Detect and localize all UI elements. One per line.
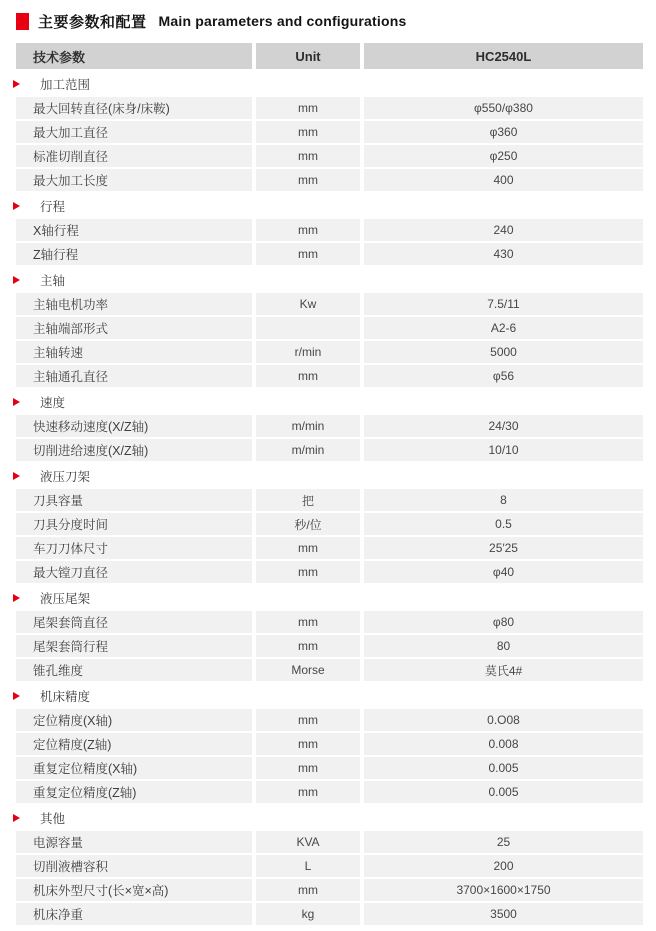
value-cell: 7.5/11 [364,293,643,315]
unit-cell: mm [256,121,360,143]
table-row [16,659,643,681]
value-cell: 5000 [364,341,643,363]
value-cell: 200 [364,855,643,877]
table-row [16,365,643,387]
triangle-bullet-icon [13,398,20,406]
unit-cell: mm [256,781,360,803]
table-row [16,169,643,191]
param-name-cell: 刀具分度时间 [16,513,252,535]
section-header-row [16,805,643,831]
unit-cell: mm [256,733,360,755]
triangle-bullet-icon [13,692,20,700]
section-title: 液压尾架 [40,592,91,606]
value-cell: 430 [364,243,643,265]
unit-cell: mm [256,537,360,559]
page-title-chinese: 主要参数和配置 [38,13,147,31]
param-name-cell: X轴行程 [16,219,252,241]
value-cell: 0.005 [364,757,643,779]
value-cell: 10/10 [364,439,643,461]
page-title-english: Main parameters and configurations [158,13,407,29]
unit-cell: mm [256,611,360,633]
param-name-cell: 重复定位精度(X轴) [16,757,252,779]
table-row [16,781,643,803]
table-row [16,293,643,315]
value-cell: 24/30 [364,415,643,437]
table-row [16,219,643,241]
triangle-bullet-icon [13,276,20,284]
unit-cell: mm [256,365,360,387]
table-row [16,879,643,901]
section-header-row [16,585,643,611]
param-name-cell: 最大镗刀直径 [16,561,252,583]
unit-cell: mm [256,561,360,583]
table-row [16,243,643,265]
section-title: 速度 [40,396,66,410]
value-cell: 0.005 [364,781,643,803]
value-cell: φ360 [364,121,643,143]
section-header-row [16,71,643,97]
section-header-row [16,463,643,489]
param-name-cell: 主轴通孔直径 [16,365,252,387]
table-row [16,709,643,731]
param-name-cell: 刀具容量 [16,489,252,511]
value-cell: 0.O08 [364,709,643,731]
param-name-cell: 切削液槽容积 [16,855,252,877]
value-cell: 3700×1600×1750 [364,879,643,901]
param-name-cell: 机床外型尺寸(长×宽×高) [16,879,252,901]
section-title: 机床精度 [40,690,91,704]
table-row [16,635,643,657]
triangle-bullet-icon [13,814,20,822]
value-cell: 8 [364,489,643,511]
table-row [16,145,643,167]
col-header-unit: Unit [256,43,360,69]
param-name-cell: 切削进给速度(X/Z轴) [16,439,252,461]
section-header-row [16,389,643,415]
param-name-cell: 锥孔维度 [16,659,252,681]
section-title: 加工范围 [40,78,91,92]
table-row [16,121,643,143]
spec-table-body [16,71,643,925]
param-name-cell: 最大加工直径 [16,121,252,143]
page-title [0,0,656,32]
table-row [16,97,643,119]
triangle-bullet-icon [13,472,20,480]
table-row [16,341,643,363]
unit-cell: mm [256,145,360,167]
section-title: 其他 [40,812,66,826]
table-row [16,831,643,853]
param-name-cell: 主轴转速 [16,341,252,363]
value-cell: φ80 [364,611,643,633]
table-row [16,611,643,633]
unit-cell: kg [256,903,360,925]
param-name-cell: 车刀刀体尺寸 [16,537,252,559]
param-name-cell: 尾架套筒行程 [16,635,252,657]
param-name-cell: 电源容量 [16,831,252,853]
spec-table [16,43,643,925]
section-title: 主轴 [40,274,66,288]
param-name-cell: 定位精度(X轴) [16,709,252,731]
value-cell: 莫氏4# [364,659,643,681]
unit-cell: m/min [256,439,360,461]
table-row [16,757,643,779]
param-name-cell: 标准切削直径 [16,145,252,167]
table-row [16,733,643,755]
unit-cell: mm [256,879,360,901]
value-cell: A2-6 [364,317,643,339]
param-name-cell: 定位精度(Z轴) [16,733,252,755]
section-header-row [16,267,643,293]
table-row [16,855,643,877]
param-name-cell: 最大回转直径(床身/床鞍) [16,97,252,119]
section-title: 行程 [40,200,66,214]
param-name-cell: 主轴端部形式 [16,317,252,339]
unit-cell: KVA [256,831,360,853]
unit-cell: Morse [256,659,360,681]
value-cell: 400 [364,169,643,191]
table-header-row [16,43,643,69]
unit-cell: Kw [256,293,360,315]
unit-cell: m/min [256,415,360,437]
value-cell: φ250 [364,145,643,167]
table-row [16,415,643,437]
param-name-cell: 主轴电机功率 [16,293,252,315]
red-square-icon [16,13,29,30]
param-name-cell: 尾架套筒直径 [16,611,252,633]
triangle-bullet-icon [13,202,20,210]
unit-cell: r/min [256,341,360,363]
unit-cell: 把 [256,489,360,511]
value-cell: 80 [364,635,643,657]
triangle-bullet-icon [13,594,20,602]
value-cell: φ550/φ380 [364,97,643,119]
value-cell: 0.5 [364,513,643,535]
unit-cell: mm [256,219,360,241]
value-cell: 240 [364,219,643,241]
table-row [16,513,643,535]
param-name-cell: Z轴行程 [16,243,252,265]
table-row [16,317,643,339]
col-header-parameter: 技术参数 [16,43,252,69]
unit-cell [256,317,360,339]
value-cell: 25′25 [364,537,643,559]
param-name-cell: 机床净重 [16,903,252,925]
unit-cell: mm [256,635,360,657]
section-header-row [16,683,643,709]
unit-cell: L [256,855,360,877]
value-cell: 25 [364,831,643,853]
triangle-bullet-icon [13,80,20,88]
value-cell: 0.008 [364,733,643,755]
unit-cell: mm [256,97,360,119]
unit-cell: mm [256,757,360,779]
table-row [16,903,643,925]
param-name-cell: 最大加工长度 [16,169,252,191]
value-cell: φ56 [364,365,643,387]
section-header-row [16,193,643,219]
unit-cell: mm [256,709,360,731]
unit-cell: 秒/位 [256,513,360,535]
param-name-cell: 重复定位精度(Z轴) [16,781,252,803]
section-title: 液压刀架 [40,470,91,484]
table-row [16,537,643,559]
table-row [16,561,643,583]
value-cell: 3500 [364,903,643,925]
unit-cell: mm [256,243,360,265]
col-header-model: HC2540L [364,43,643,69]
table-row [16,489,643,511]
unit-cell: mm [256,169,360,191]
param-name-cell: 快速移动速度(X/Z轴) [16,415,252,437]
value-cell: φ40 [364,561,643,583]
table-row [16,439,643,461]
